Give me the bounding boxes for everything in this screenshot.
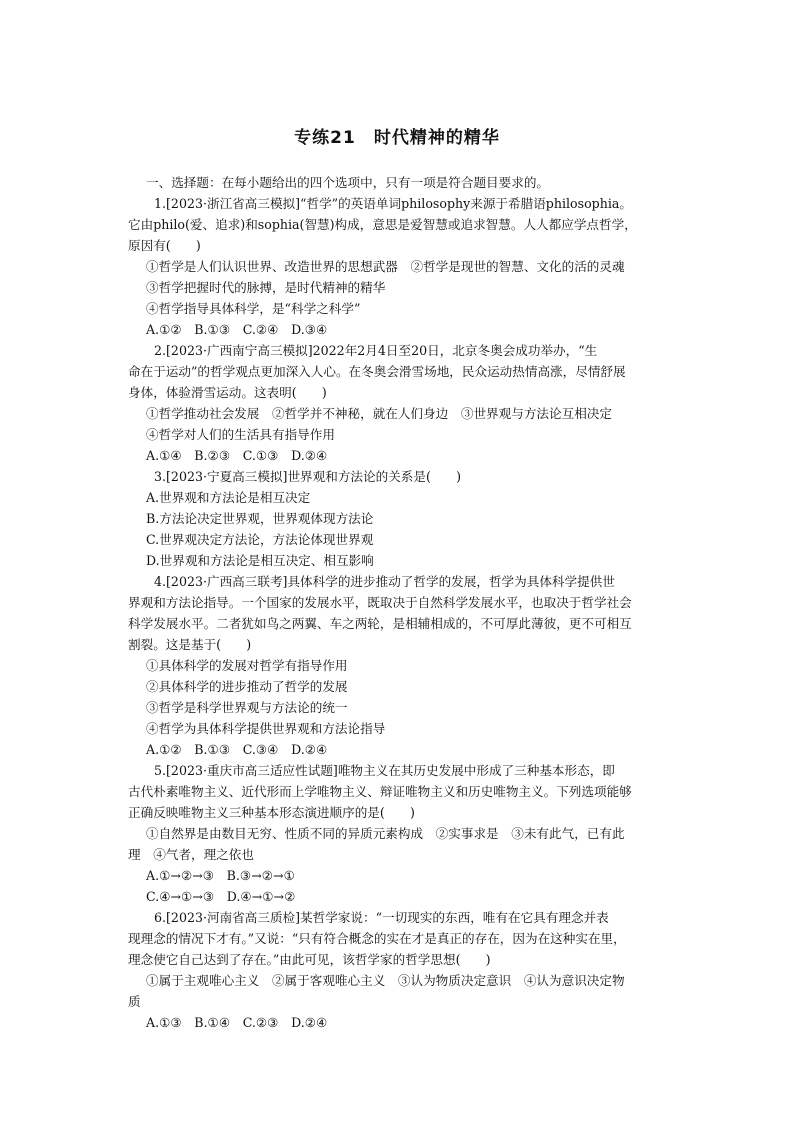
statement-option: ①属于主观唯心主义 ②属于客观唯心主义 ③认为物质决定意识 ④认为意识决定物 — [146, 973, 625, 988]
statement-option: 理 ④气者，理之依也 — [128, 847, 254, 862]
statement-option: ①哲学是人们认识世界、改造世界的思想武器 ②哲学是现世的智慧、文化的活的灵魂 — [146, 259, 625, 274]
question-2 — [128, 340, 676, 466]
question-1 — [128, 193, 676, 340]
question-4 — [128, 571, 676, 760]
question-stem-continued: 它由philo(爱、追求)和sophia(智慧)构成，意思是爱智慧或追求智慧。人人都应学点哲学， — [128, 217, 637, 232]
question-stem-continued: 现理念的情况下才有。”又说：“只有符合概念的实在才是真正的存在，因为在这种实在里， — [128, 931, 626, 946]
statement-option: B.方法论决定世界观，世界观体现方法论 — [146, 511, 374, 526]
question-6 — [128, 907, 676, 1033]
statement-option: ③哲学是科学世界观与方法论的统一 — [146, 700, 348, 715]
question-stem-continued: 界观和方法论指导。一个国家的发展水平，既取决于自然科学发展水平，也取决于哲学社会 — [128, 595, 632, 610]
statement-option: A.世界观和方法论是相互决定 — [146, 490, 311, 505]
question-stem: 4.[2023·广西高三联考]具体科学的进步推动了哲学的发展，哲学为具体科学提供世 — [154, 574, 615, 589]
answer-choices: A.①③ B.①④ C.②③ D.②④ — [146, 1015, 328, 1030]
statement-option: ①哲学推动社会发展 ②哲学并不神秘，就在人们身边 ③世界观与方法论互相决定 — [146, 406, 612, 421]
answer-choices: A.①→②→③ B.③→②→① — [146, 868, 295, 883]
question-list — [128, 172, 676, 1033]
question-stem-continued: 理念使它自己达到了存在。”由此可见，该哲学家的哲学思想( ) — [128, 952, 491, 967]
question-stem: 1.[2023·浙江省高三模拟]“哲学”的英语单词philosophy来源于希腊语philosophia。 — [154, 196, 632, 211]
question-stem-continued: 正确反映唯物主义三种基本形态演进顺序的是( ) — [128, 805, 415, 820]
question-stem-continued: 命在于运动”的哲学观点更加深入人心。在冬奥会滑雪场地，民众运动热情高涨，尽情舒展 — [128, 364, 626, 379]
question-stem: 2.[2023·广西南宁高三模拟]2022年2月4日至20日，北京冬奥会成功举办，“生 — [154, 343, 598, 358]
answer-choices: A.①② B.①③ C.②④ D.③④ — [146, 322, 328, 337]
statement-option: C.世界观决定方法论，方法论体现世界观 — [146, 532, 374, 547]
question-stem: 6.[2023·河南省高三质检]某哲学家说：“一切现实的东西，唯有在它具有理念并表 — [154, 910, 609, 925]
statement-option: 质 — [128, 994, 141, 1009]
question-stem-continued: 原因有( ) — [128, 238, 201, 253]
question-stem: 5.[2023·重庆市高三适应性试题]唯物主义在其历史发展中形成了三种基本形态，即 — [154, 763, 615, 778]
question-3 — [146, 466, 676, 571]
section-instruction: 一、选择题：在每小题给出的四个选项中，只有一项是符合题目要求的。 — [146, 175, 549, 190]
statement-option: ②具体科学的进步推动了哲学的发展 — [146, 679, 348, 694]
question-stem-continued: 古代朴素唯物主义、近代形而上学唯物主义、辩证唯物主义和历史唯物主义。下列选项能够 — [128, 784, 632, 799]
question-stem-continued: 科学发展水平。二者犹如鸟之两翼、车之两轮，是相辅相成的，不可厚此薄彼，更不可相互 — [128, 616, 632, 631]
question-stem: 3.[2023·宁夏高三模拟]世界观和方法论的关系是( ) — [154, 469, 462, 484]
answer-choices: A.①④ B.②③ C.①③ D.②④ — [146, 448, 328, 463]
answer-choices: C.④→①→③ D.④→①→② — [146, 889, 296, 904]
statement-option: ④哲学对人们的生活具有指导作用 — [146, 427, 335, 442]
question-5 — [128, 760, 676, 907]
statement-option: ①自然界是由数目无穷、性质不同的异质元素构成 ②实事求是 ③未有此气，已有此 — [146, 826, 625, 841]
statement-option: ④哲学指导具体科学，是“科学之科学” — [146, 301, 361, 316]
statement-option: ④哲学为具体科学提供世界观和方法论指导 — [146, 721, 386, 736]
page-title: 专练21 时代精神的精华 — [294, 128, 500, 148]
statement-option: ③哲学把握时代的脉搏，是时代精神的精华 — [146, 280, 386, 295]
question-stem-continued: 割裂。这是基于( ) — [128, 637, 252, 652]
answer-choices: A.①② B.①③ C.③④ D.②④ — [146, 742, 328, 757]
statement-option: D.世界观和方法论是相互决定、相互影响 — [146, 553, 374, 568]
question-stem-continued: 身体，体验滑雪运动。这表明( ) — [128, 385, 327, 400]
statement-option: ①具体科学的发展对哲学有指导作用 — [146, 658, 348, 673]
